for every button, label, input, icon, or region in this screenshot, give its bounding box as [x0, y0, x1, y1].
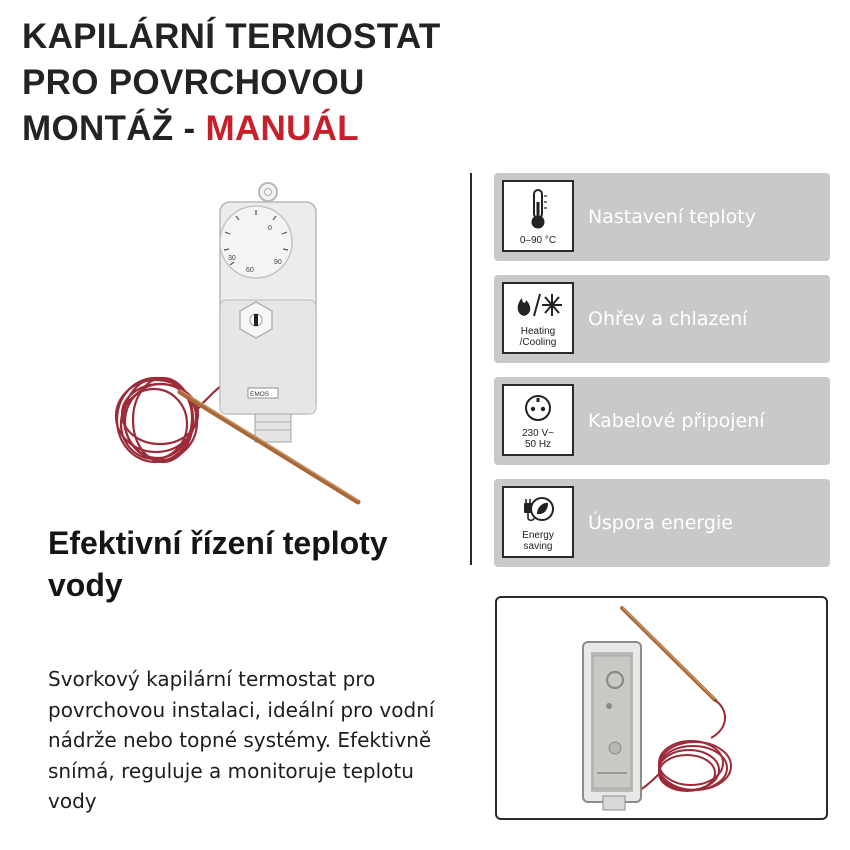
- feature-icon-caption: 0–90 °C: [519, 235, 557, 246]
- dial-mark-60: 60: [246, 267, 254, 274]
- feature-caption-line-2: saving: [523, 541, 553, 552]
- feature-icon-box: [502, 384, 574, 456]
- feature-icon-caption: [504, 428, 572, 450]
- feature-temperature-setting: [494, 173, 830, 261]
- feature-caption-line-1: 230 V~: [522, 428, 554, 439]
- dial-mark-0: 0: [268, 225, 272, 232]
- feature-heating-cooling: [494, 275, 830, 363]
- dial-mark-90: 90: [274, 259, 282, 266]
- dial-mark-30: 30: [228, 255, 236, 262]
- feature-cable-connection: [494, 377, 830, 465]
- feature-label: Kabelové připojení: [588, 410, 765, 432]
- capillary-coil: [116, 378, 230, 462]
- feature-icon-box: [502, 180, 574, 252]
- title-line-2: PRO POVRCHOVOU: [22, 63, 365, 102]
- vertical-divider: [470, 173, 472, 565]
- page-title: [22, 14, 441, 152]
- product-image-front: [110, 180, 370, 510]
- title-line-3-prefix: MONTÁŽ -: [22, 109, 206, 148]
- feature-icon-box: [502, 486, 574, 558]
- feature-caption-line-2: /Cooling: [519, 337, 557, 348]
- product-image-open: [495, 596, 828, 820]
- feature-icon-box: [502, 282, 574, 354]
- feature-label: Nastavení teploty: [588, 206, 756, 228]
- feature-icon-caption: [504, 326, 572, 348]
- product-description: Svorkový kapilární termostat pro povrchovou instalaci, ideální pro vodní nádrže nebo topné systémy. Efektivně snímá, reguluje a monitoruje teplotu vody: [48, 667, 435, 813]
- feature-caption-line-1: Heating: [520, 326, 556, 337]
- section-heading: Efektivní řízení teploty vody: [48, 525, 388, 603]
- title-accent: MANUÁL: [205, 109, 359, 148]
- feature-caption-line-2: 50 Hz: [524, 439, 552, 450]
- brand-label: EMOS: [250, 391, 270, 398]
- feature-caption-line-1: Energy: [522, 530, 554, 541]
- feature-label: Ohřev a chlazení: [588, 308, 748, 330]
- title-line-1: KAPILÁRNÍ TERMOSTAT: [22, 17, 441, 56]
- feature-label: Úspora energie: [588, 512, 733, 534]
- feature-energy-saving: [494, 479, 830, 567]
- feature-icon-caption: [504, 530, 572, 552]
